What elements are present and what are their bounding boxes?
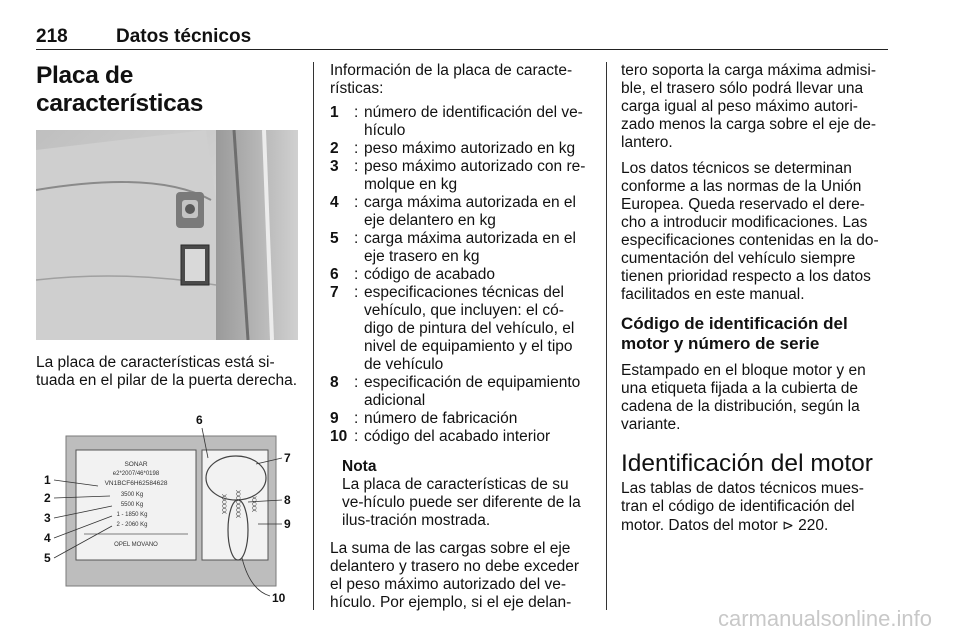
list-item: 6 : código de acabado: [330, 266, 592, 284]
plate-info-list: [330, 104, 592, 446]
list-item-number: 3: [330, 158, 339, 175]
page-ref-link[interactable]: 220.: [793, 517, 829, 534]
list-item: 3 : peso máximo autorizado con re-molque en kg: [330, 158, 592, 194]
callout-7: 7: [284, 451, 291, 465]
plate-diagram-svg: [36, 400, 298, 610]
column-1: [36, 62, 298, 610]
list-item-number: 9: [330, 410, 339, 427]
list-item-number: 1: [330, 104, 339, 121]
list-item-number: 2: [330, 140, 339, 157]
side-plate-text-1: XXXXX: [220, 493, 226, 515]
callout-6: 6: [196, 413, 203, 427]
list-item-number: 4: [330, 194, 339, 211]
column-2: [330, 62, 592, 620]
plate-line-6: 1 - 1850 Kg: [116, 512, 148, 518]
page-header: [36, 26, 888, 50]
list-item: 7 : especificaciones técnicas del vehículo, que incluyen: el có-digo de pintura del vehículo, el nivel de equipamiento y el tipo de vehículo: [330, 284, 592, 374]
list-item-text: peso máximo autorizado en kg: [364, 140, 576, 157]
plate-line-7: 2 - 2060 Kg: [116, 522, 148, 528]
photo-caption: La placa de características está si-tuada en el pilar de la puerta derecha.: [36, 354, 298, 389]
callout-4: 4: [44, 531, 51, 545]
engine-code-subheading: Código de identificación del motor y número de serie: [621, 314, 848, 353]
callout-8: 8: [284, 493, 291, 507]
plate-line-8: OPEL MOVANO: [114, 542, 158, 548]
callout-3: 3: [44, 511, 51, 525]
callout-5: 5: [44, 551, 51, 565]
plate-line-5: 5500 Kg: [120, 502, 144, 508]
list-item: 1 : número de identificación del ve-hículo: [330, 104, 592, 140]
callout-9: 9: [284, 517, 291, 531]
callout-1: 1: [44, 473, 51, 487]
watermark: carmanualsonline.info: [717, 606, 932, 631]
running-title: Datos técnicos: [116, 26, 252, 47]
section-title: Placa de características: [36, 62, 204, 117]
column-divider: [606, 62, 607, 610]
door-pillar-illustration: [36, 130, 298, 340]
load-paragraph-cont: tero soporta la carga máxima admisi-ble, el trasero sólo podrá llevar una carga igual al peso máximo autori-zado menos la carga sobre el eje de-lantero.: [621, 62, 877, 151]
column-divider: [313, 62, 314, 610]
engine-id-heading: Identificación del motor: [621, 450, 873, 477]
list-item: 5 : carga máxima autorizada en el eje trasero en kg: [330, 230, 592, 266]
list-item-text: número de fabricación: [364, 410, 518, 427]
list-item: 4 : carga máxima autorizada en el eje delantero en kg: [330, 194, 592, 230]
list-item-text: código del acabado interior: [364, 428, 551, 445]
column-3: [621, 62, 889, 543]
list-item-number: 8: [330, 374, 339, 391]
door-pillar-photo: [36, 130, 298, 340]
regulations-paragraph: Los datos técnicos se determinan conforme a las normas de la Unión Europea. Queda reservado el dere-cho a introducir modificaciones. Las especificaciones contenidas en la do-cumentación del vehículo siempre tienen prioridad respecto a los datos facilitados en este manual.: [621, 160, 879, 303]
note-title: Nota: [342, 458, 377, 475]
list-item-text: número de identificación del ve-hículo: [364, 104, 583, 139]
list-intro: Información de la placa de caracte-rísticas:: [330, 62, 573, 97]
callout-2: 2: [44, 491, 51, 505]
list-item-text: carga máxima autorizada en el eje delantero en kg: [364, 194, 576, 229]
side-plate-text-2: XXXXXXX: [234, 489, 240, 519]
plate-line-4: 3500 Kg: [120, 492, 144, 498]
plate-line-3: VN1BCF6H62584628: [104, 480, 168, 487]
note-text: La placa de características de su ve-hículo puede ser diferente de la ilus-tración mostrada.: [342, 476, 581, 529]
list-item-number: 5: [330, 230, 339, 247]
list-item-number: 6: [330, 266, 339, 283]
side-plate-text-3: XXXX: [250, 495, 256, 513]
list-item: 8 : especificación de equipamiento adicional: [330, 374, 592, 410]
plate-line-1: SONAR: [124, 461, 148, 468]
list-item-text: peso máximo autorizado con re-molque en kg: [364, 158, 586, 193]
list-item: 10 : código del acabado interior: [330, 428, 592, 446]
engine-id-paragraph: Las tablas de datos técnicos mues-tran el código de identificación del motor. Datos del motor ⊳ 220.: [621, 480, 864, 534]
list-item-number: 10: [330, 428, 348, 445]
plate-line-2: e2*2007/46*0198: [112, 471, 160, 477]
engine-code-paragraph: Estampado en el bloque motor y en una etiqueta fijada a la cubierta de cadena de la distribución, según la variante.: [621, 362, 866, 433]
list-item-text: especificaciones técnicas del vehículo, que incluyen: el có-digo de pintura del vehículo, el nivel de equipamiento y el tipo de vehículo: [364, 284, 575, 373]
note-box: [342, 458, 592, 530]
page-number: 218: [36, 26, 68, 47]
page-ref-arrow-icon[interactable]: ⊳: [782, 517, 794, 533]
list-item-text: especificación de equipamiento adicional: [364, 374, 581, 409]
list-item-text: código de acabado: [364, 266, 496, 283]
list-item-text: carga máxima autorizada en el eje trasero en kg: [364, 230, 576, 265]
plate-diagram: [36, 400, 298, 610]
list-item: 2 : peso máximo autorizado en kg: [330, 140, 592, 158]
callout-10: 10: [272, 591, 286, 605]
load-paragraph: La suma de las cargas sobre el eje delantero y trasero no debe exceder el peso máximo autorizado del ve-hículo. Por ejemplo, si el eje delan-: [330, 540, 580, 611]
list-item: 9 : número de fabricación: [330, 410, 592, 428]
list-item-number: 7: [330, 284, 339, 301]
